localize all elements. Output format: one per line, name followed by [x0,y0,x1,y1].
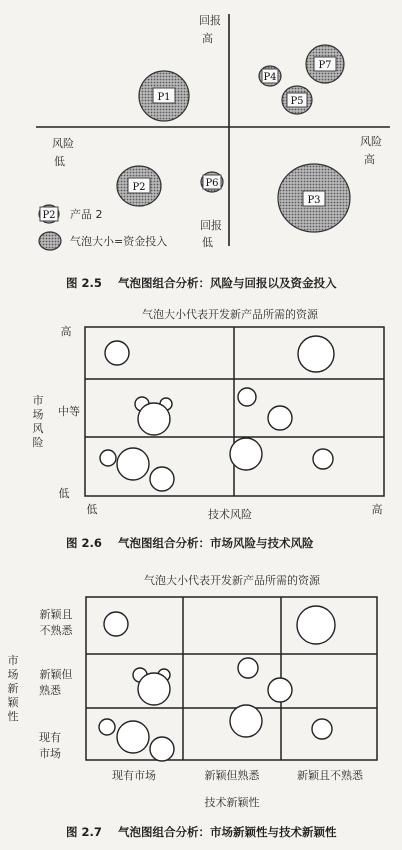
bubble-p6 [201,172,223,192]
y-tick-new-familiar-1: 新颖但 [39,668,73,681]
bubble [298,336,334,372]
bubble-p2 [117,166,161,206]
bubble-p1 [139,71,189,121]
svg-text:性: 性 [7,710,19,723]
bubble [104,612,128,636]
y-tick-new-unfamiliar-2: 不熟悉 [39,624,73,637]
svg-text:P6: P6 [205,178,219,189]
chart-title: 气泡大小代表开发新产品所需的资源 [142,308,318,321]
figure-2-7 [8,573,378,839]
fig2-bubbles [100,336,334,491]
bubble [268,678,292,702]
return-low-label-1: 回报 [200,219,222,232]
bubble [297,606,335,644]
risk-high-label-1: 风险 [360,135,382,148]
x-tick-new-unfamiliar: 新颖且不熟悉 [297,769,363,782]
legend [39,205,167,250]
svg-text:市: 市 [32,394,44,407]
y-tick-high: 高 [60,325,72,338]
bubble [99,719,115,735]
bubble-p4 [259,66,281,86]
x-tick-existing: 现有市场 [112,769,156,782]
bubble-p7 [306,45,344,83]
caption-number: 图 2.5 [66,276,102,290]
y-tick-new-familiar-2: 熟悉 [39,684,61,697]
risk-low-label-2: 低 [54,155,65,168]
y-tick-existing-2: 市场 [39,747,61,760]
return-high-label-2: 高 [202,32,213,45]
bubble [238,388,256,406]
bubble [150,737,174,761]
figure-2-6 [33,307,385,550]
svg-text:市: 市 [7,654,19,667]
y-axis-label [33,394,44,449]
svg-text:P3: P3 [307,195,321,206]
svg-text:颖: 颖 [7,696,19,709]
svg-text:险: 险 [32,436,44,449]
bubble [268,406,292,430]
x-axis-label: 技术新颖性 [204,796,260,809]
svg-text:P4: P4 [263,72,277,83]
bubble [238,658,258,678]
bubble [138,403,170,435]
bubble [138,673,170,705]
return-high-label-1: 回报 [199,14,221,27]
caption-text: 气泡图组合分析：市场风险与技术风险 [118,536,314,550]
legend-tag-label: P2 [42,210,56,221]
svg-text:P7: P7 [318,60,332,71]
y-tick-low: 低 [58,487,70,500]
svg-text:场: 场 [7,668,19,681]
y-tick-existing-1: 现有 [39,731,61,744]
bubble [150,467,174,491]
bubble [312,719,332,739]
y-tick-new-unfamiliar-1: 新颖且 [39,608,73,621]
figure-2-5 [36,13,390,290]
caption-text: 气泡图组合分析：市场新颖性与技术新颖性 [118,825,337,839]
legend-bubble-size [39,232,61,250]
bubble [313,449,333,469]
bubble [100,450,116,466]
x-tick-new-familiar: 新颖但熟悉 [204,769,260,782]
chart-title: 气泡大小代表开发新产品所需的资源 [144,574,320,587]
svg-text:P2: P2 [132,182,146,193]
risk-high-label-2: 高 [364,153,375,166]
svg-text:P5: P5 [290,96,304,107]
y-axis-label [8,654,20,723]
caption-number: 图 2.6 [66,536,102,550]
y-tick-medium: 中等 [58,405,80,418]
svg-text:新: 新 [7,682,19,695]
bubble [105,341,129,365]
x-tick-low: 低 [86,503,98,516]
bubble [230,438,262,470]
caption-text: 气泡图组合分析：风险与回报以及资金投入 [118,276,337,290]
x-axis-label: 技术风险 [208,508,252,521]
fig3-bubbles [99,606,335,761]
svg-text:P1: P1 [157,92,171,103]
svg-text:风: 风 [32,422,44,435]
legend-label-size: 气泡大小=资金投入 [70,235,168,248]
caption-number: 图 2.7 [66,825,102,839]
bubble-p5 [282,86,312,114]
return-low-label-2: 低 [202,236,213,249]
svg-text:场: 场 [32,408,44,421]
bubble [117,721,149,753]
legend-label-product: 产品 2 [70,208,103,221]
x-tick-high: 高 [371,503,383,516]
bubble [117,448,149,480]
bubble [230,705,262,737]
bubble-p3 [278,164,350,232]
risk-low-label-1: 风险 [52,137,74,150]
